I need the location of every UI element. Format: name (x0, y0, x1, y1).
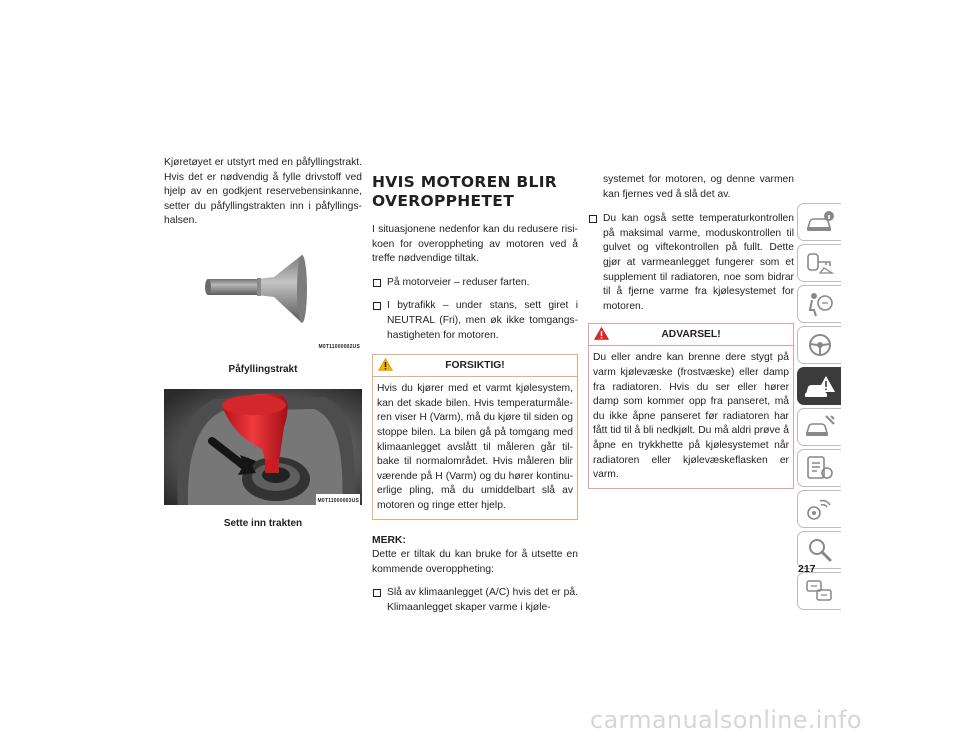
tab-language[interactable] (797, 572, 841, 610)
bullet-item: Du kan også sette temperaturkontrollen på maksimal varme, moduskontrollen til gulvet og viftekontrollen på fullt. Dette gjør at varmeanlegget fungerer som et supplement til radiatoren, noe som bidrar til å fjerne varme fra kjølesystemet for motoren. (588, 212, 794, 314)
tab-driving[interactable] (797, 326, 841, 364)
insert-funnel-photo (164, 389, 362, 505)
right-column (588, 156, 794, 489)
caution-header (373, 355, 577, 377)
figure-caption: Sette inn trakten (223, 517, 303, 529)
search-index-icon (804, 536, 836, 564)
figure-insert-funnel (164, 389, 362, 511)
heading-line-2: OVEROPPHETET (372, 192, 515, 210)
tab-keys[interactable] (797, 244, 841, 282)
caution-title: FORSIKTIG! (445, 360, 505, 372)
bullet-continuation: systemet for motoren, og denne varmen kan fjernes ved å slå det av. (603, 174, 794, 200)
car-keys-icon (804, 249, 836, 277)
funnel-illustration (164, 243, 362, 351)
bullet-item: På motorveier – reduser farten. (372, 276, 578, 291)
warning-text: Du eller andre kan brenne dere stygt på varm kjølevæske (frostvæske) eller damp fra radiatoren. Hvis du ser eller hører damp som kommer opp fra panseret, må du ikke åpne panseret før radiatoren har fått tid til å bli nedkjølt. Du må aldri prøve å åpne en trykkhette på kjølesystemet når radiatoren eller kjølevæskeflasken er varm. (593, 352, 789, 481)
watermark: carmanualsonline.info (590, 706, 862, 734)
figure-funnel (164, 243, 362, 357)
note-text: Dette er tiltak du kan bruke for å utsette en kommende overoppheting: (372, 549, 578, 575)
caution-box (372, 354, 578, 519)
tab-emergency[interactable] (797, 367, 841, 405)
warning-triangle-icon (594, 327, 609, 340)
warning-triangle-icon (378, 358, 393, 371)
warning-title: ADVARSEL! (661, 329, 721, 341)
tab-specifications[interactable] (797, 449, 841, 487)
section-intro: I situasjonene nedenfor kan du redusere risi-koen for overoppheting av motoren ved å treffe nødvendige tiltak. (372, 224, 578, 265)
specifications-icon (804, 454, 836, 482)
heading-line-1: HVIS MOTOREN BLIR (372, 173, 558, 191)
left-column (164, 156, 362, 531)
chapter-nav (797, 203, 841, 613)
note-label: MERK: (372, 534, 406, 546)
bullet-item: Slå av klimaanlegget (A/C) hvis det er på. Klimaanlegget skaper varme i kjøle- (372, 586, 578, 615)
warning-box (588, 323, 794, 488)
tab-multimedia[interactable] (797, 490, 841, 528)
figure-caption: Påfyllingstrakt (228, 363, 298, 375)
caution-text: Hvis du kjører med et varmt kjølesystem, kan det skade bilen. Hvis temperaturmåle-ren viser H (Varm), må du kjøre til siden og stoppe bilen. La bilen gå på tomgang med klimaanlegget avslått til måleren går til-bake til normalområdet. Hvis måleren blir værende på H (Varm) og du hører kontinu-erlige pling, må du umiddelbart slå av motoren og ringe etter hjelp. (377, 383, 573, 511)
bullet-item: I bytrafikk – under stans, sett giret i NEUTRAL (Fri), men øk ikke tomgangs-hastigheten for motoren. (372, 299, 578, 343)
figure-code: M0T11000002US (318, 343, 360, 350)
airbag-icon (804, 290, 836, 318)
tab-car-info[interactable] (797, 203, 841, 241)
tab-safety[interactable] (797, 285, 841, 323)
tab-service[interactable] (797, 408, 841, 446)
middle-column (372, 173, 578, 615)
roadside-emergency-icon (804, 372, 836, 400)
steering-wheel-icon (804, 331, 836, 359)
car-info-icon (804, 208, 836, 236)
car-service-icon (804, 413, 836, 441)
language-icon (804, 577, 836, 605)
warning-header (589, 324, 793, 346)
page-number: 217 (798, 563, 816, 575)
figure-code: M0T11000003US (316, 494, 360, 509)
multimedia-icon (804, 495, 836, 523)
section-heading (372, 173, 578, 211)
intro-paragraph: Kjøretøyet er utstyrt med en påfyllingstrakt. Hvis det er nødvendig å fylle drivstoff ved hjelp av en godkjent reservebensinkanne, setter du påfyllingstrakten inn i påfyllings-halsen. (164, 157, 362, 227)
